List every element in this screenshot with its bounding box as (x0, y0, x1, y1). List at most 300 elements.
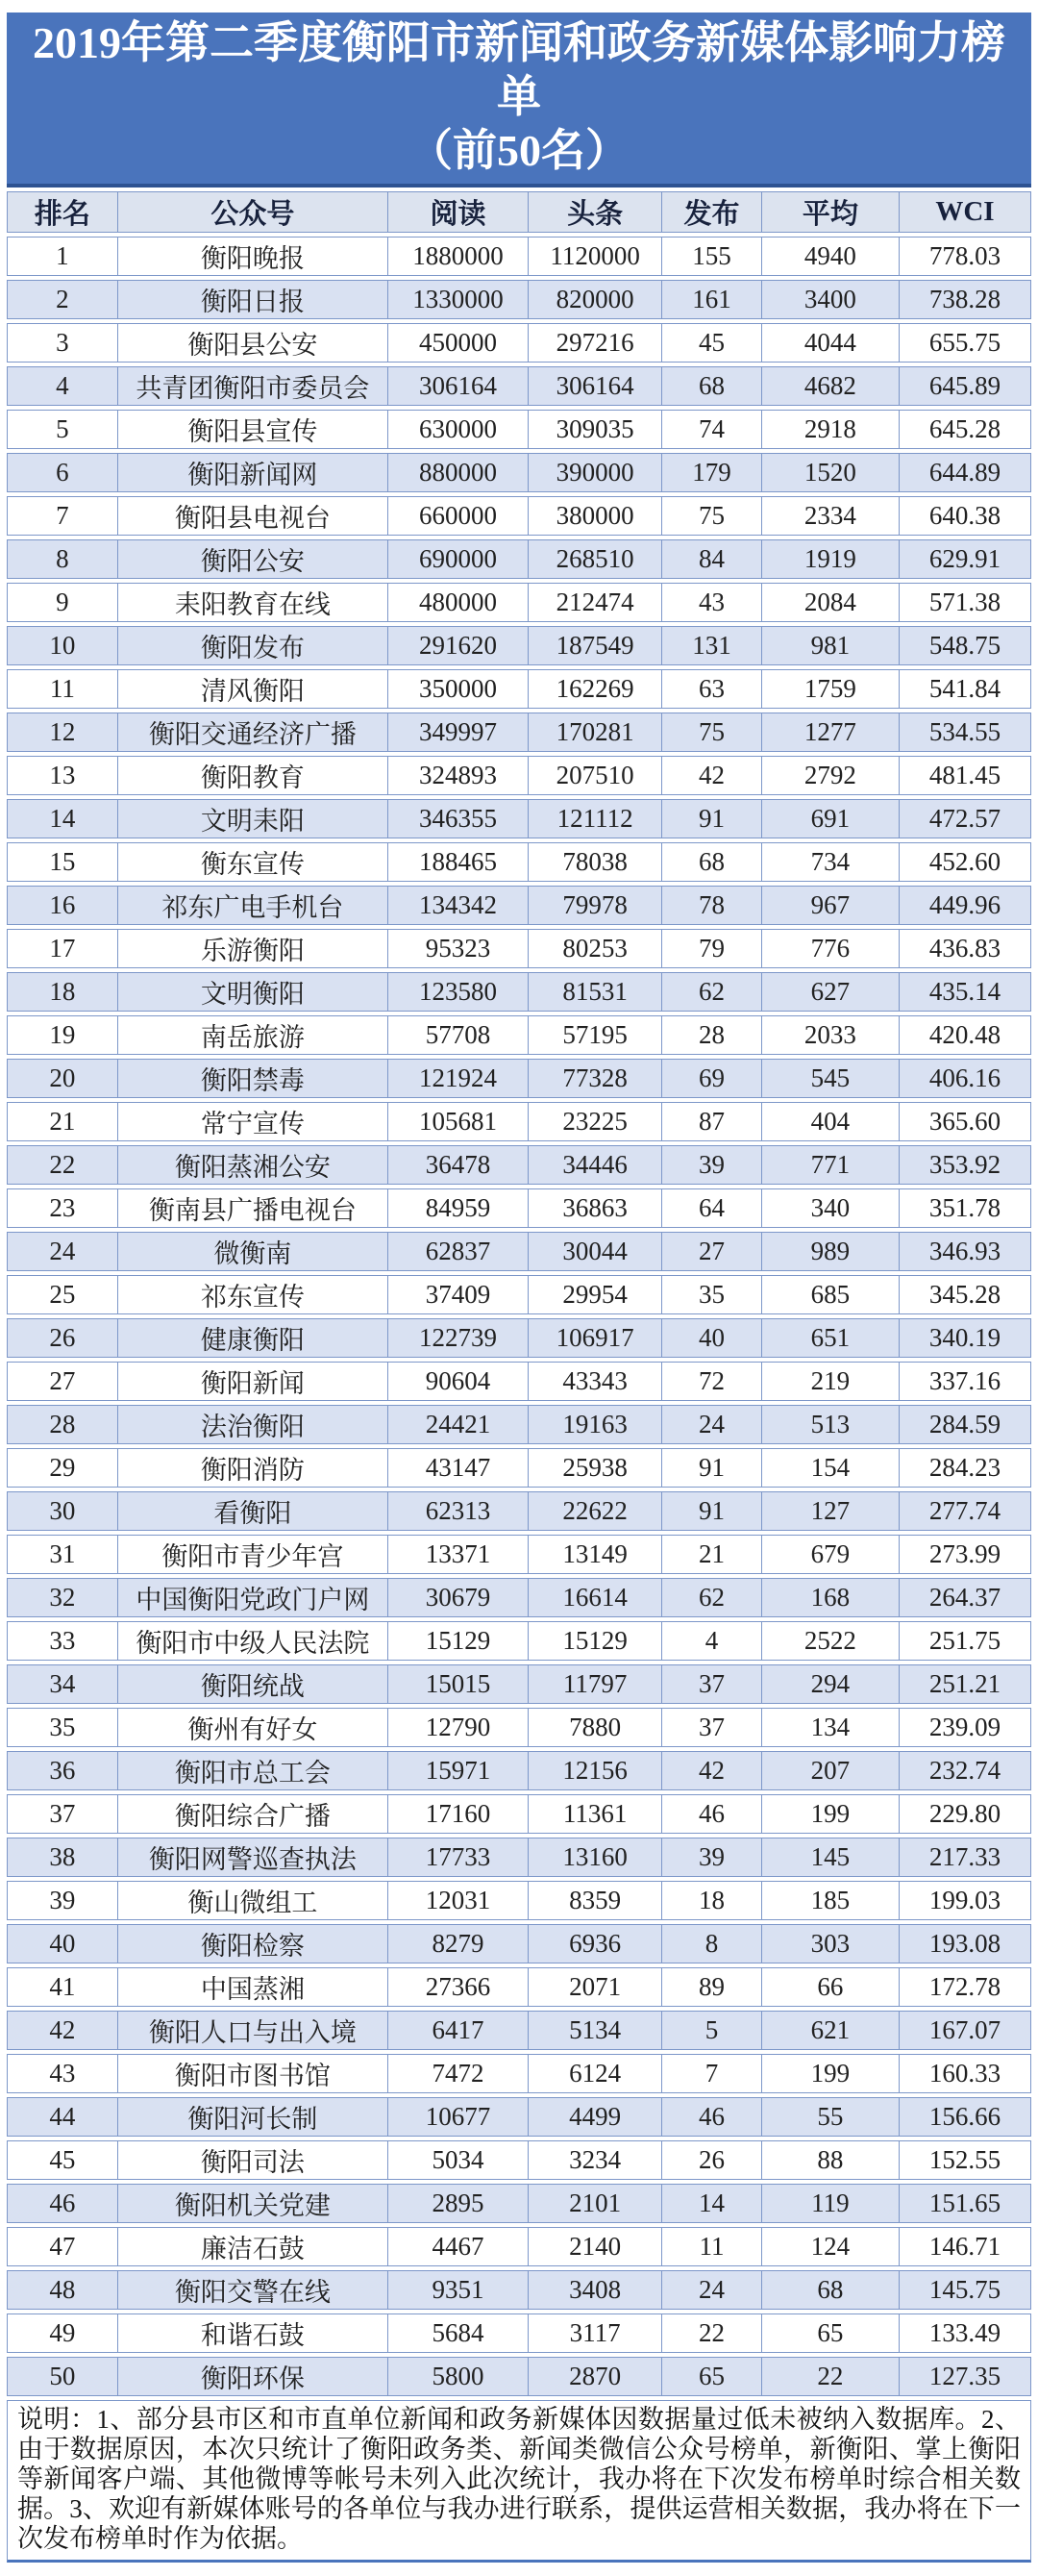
table-row (7, 2313, 1031, 2353)
wci-cell: 264.37 (899, 1578, 1031, 1617)
wci-cell: 145.75 (899, 2270, 1031, 2310)
posts-cell: 39 (661, 1838, 761, 1877)
account-cell: 微衡南 (117, 1232, 387, 1271)
page-title-scope: （前50名） (408, 126, 630, 175)
headline-cell: 30044 (528, 1232, 661, 1271)
posts-cell: 65 (661, 2357, 761, 2396)
account-cell: 衡阳蒸湘公安 (117, 1145, 387, 1185)
rank-cell: 2 (7, 280, 117, 319)
wci-cell: 406.16 (899, 1059, 1031, 1098)
table-row (7, 1318, 1031, 1358)
posts-cell: 72 (661, 1362, 761, 1401)
posts-cell: 5 (661, 2011, 761, 2050)
wci-cell: 351.78 (899, 1188, 1031, 1228)
account-cell: 衡阳网警巡查执法 (117, 1838, 387, 1877)
ranking-table (7, 188, 1031, 2400)
reads-cell: 43147 (387, 1448, 528, 1488)
wci-cell: 133.49 (899, 2313, 1031, 2353)
headline-cell: 8359 (528, 1881, 661, 1920)
rank-cell: 37 (7, 1794, 117, 1834)
table-row (7, 2227, 1031, 2266)
table-row (7, 1838, 1031, 1877)
table-row (7, 496, 1031, 536)
reads-cell: 5684 (387, 2313, 528, 2353)
reads-cell: 1880000 (387, 237, 528, 276)
posts-cell: 7 (661, 2054, 761, 2093)
posts-cell: 42 (661, 756, 761, 795)
headline-cell: 29954 (528, 1275, 661, 1314)
reads-cell: 134342 (387, 886, 528, 925)
rank-cell: 47 (7, 2227, 117, 2266)
reads-cell: 15015 (387, 1664, 528, 1704)
reads-cell: 630000 (387, 410, 528, 449)
rank-cell: 14 (7, 799, 117, 838)
table-row (7, 410, 1031, 449)
headline-cell: 25938 (528, 1448, 661, 1488)
account-cell: 衡阳市总工会 (117, 1751, 387, 1790)
rank-cell: 8 (7, 539, 117, 579)
wci-cell: 337.16 (899, 1362, 1031, 1401)
account-cell: 中国蒸湘 (117, 1967, 387, 2007)
posts-cell: 64 (661, 1188, 761, 1228)
rank-cell: 48 (7, 2270, 117, 2310)
rank-cell: 34 (7, 1664, 117, 1704)
average-cell: 199 (761, 1794, 899, 1834)
account-cell: 常宁宣传 (117, 1102, 387, 1141)
table-row (7, 972, 1031, 1012)
headline-cell: 106917 (528, 1318, 661, 1358)
wci-cell: 284.59 (899, 1405, 1031, 1444)
table-row (7, 280, 1031, 319)
rank-cell: 39 (7, 1881, 117, 1920)
account-cell: 衡阳检察 (117, 1924, 387, 1963)
average-cell: 4044 (761, 323, 899, 363)
average-cell: 2084 (761, 583, 899, 622)
headline-cell: 81531 (528, 972, 661, 1012)
wci-cell: 365.60 (899, 1102, 1031, 1141)
average-cell: 145 (761, 1838, 899, 1877)
average-cell: 2522 (761, 1621, 899, 1661)
wci-cell: 251.75 (899, 1621, 1031, 1661)
reads-cell: 349997 (387, 713, 528, 752)
average-cell: 4682 (761, 366, 899, 406)
headline-cell: 6936 (528, 1924, 661, 1963)
headline-cell: 297216 (528, 323, 661, 363)
average-cell: 651 (761, 1318, 899, 1358)
wci-cell: 167.07 (899, 2011, 1031, 2050)
account-cell: 衡山微组工 (117, 1881, 387, 1920)
average-cell: 1759 (761, 669, 899, 709)
rank-cell: 49 (7, 2313, 117, 2353)
average-cell: 679 (761, 1535, 899, 1574)
table-row (7, 1751, 1031, 1790)
average-cell: 22 (761, 2357, 899, 2396)
table-row (7, 799, 1031, 838)
headline-cell: 2140 (528, 2227, 661, 2266)
account-cell: 衡阳发布 (117, 626, 387, 665)
average-cell: 303 (761, 1924, 899, 1963)
reads-cell: 30679 (387, 1578, 528, 1617)
posts-cell: 26 (661, 2140, 761, 2180)
wci-cell: 472.57 (899, 799, 1031, 838)
account-cell: 乐游衡阳 (117, 929, 387, 968)
average-cell: 776 (761, 929, 899, 968)
rank-cell: 42 (7, 2011, 117, 2050)
header-rank: 排名 (7, 191, 117, 233)
account-cell: 衡阳市青少年宫 (117, 1535, 387, 1574)
table-row (7, 1102, 1031, 1141)
reads-cell: 84959 (387, 1188, 528, 1228)
average-cell: 1520 (761, 453, 899, 492)
table-row (7, 1275, 1031, 1314)
reads-cell: 37409 (387, 1275, 528, 1314)
posts-cell: 39 (661, 1145, 761, 1185)
average-cell: 65 (761, 2313, 899, 2353)
rank-cell: 45 (7, 2140, 117, 2180)
posts-cell: 46 (661, 2097, 761, 2137)
reads-cell: 13371 (387, 1535, 528, 1574)
rank-cell: 10 (7, 626, 117, 665)
rank-cell: 43 (7, 2054, 117, 2093)
wci-cell: 346.93 (899, 1232, 1031, 1271)
rank-cell: 44 (7, 2097, 117, 2137)
account-cell: 衡东宣传 (117, 842, 387, 882)
headline-cell: 5134 (528, 2011, 661, 2050)
reads-cell: 8279 (387, 1924, 528, 1963)
account-cell: 衡阳县电视台 (117, 496, 387, 536)
average-cell: 119 (761, 2184, 899, 2223)
table-row (7, 2097, 1031, 2137)
posts-cell: 91 (661, 799, 761, 838)
table-row (7, 1578, 1031, 1617)
account-cell: 文明衡阳 (117, 972, 387, 1012)
average-cell: 340 (761, 1188, 899, 1228)
account-cell: 文明耒阳 (117, 799, 387, 838)
posts-cell: 69 (661, 1059, 761, 1098)
headline-cell: 162269 (528, 669, 661, 709)
rank-cell: 9 (7, 583, 117, 622)
account-cell: 衡州有好女 (117, 1708, 387, 1747)
wci-cell: 645.89 (899, 366, 1031, 406)
reads-cell: 690000 (387, 539, 528, 579)
reads-cell: 36478 (387, 1145, 528, 1185)
rank-cell: 35 (7, 1708, 117, 1747)
rank-cell: 5 (7, 410, 117, 449)
account-cell: 衡阳司法 (117, 2140, 387, 2180)
table-row (7, 366, 1031, 406)
posts-cell: 8 (661, 1924, 761, 1963)
wci-cell: 193.08 (899, 1924, 1031, 1963)
headline-cell: 15129 (528, 1621, 661, 1661)
table-row (7, 1188, 1031, 1228)
posts-cell: 4 (661, 1621, 761, 1661)
headline-cell: 3234 (528, 2140, 661, 2180)
header-average: 平均 (761, 191, 899, 233)
table-row (7, 1967, 1031, 2007)
account-cell: 祁东广电手机台 (117, 886, 387, 925)
wci-cell: 151.65 (899, 2184, 1031, 2223)
rank-cell: 40 (7, 1924, 117, 1963)
posts-cell: 155 (661, 237, 761, 276)
rank-cell: 6 (7, 453, 117, 492)
headline-cell: 4499 (528, 2097, 661, 2137)
wci-cell: 541.84 (899, 669, 1031, 709)
header-headline: 头条 (528, 191, 661, 233)
table-row (7, 842, 1031, 882)
posts-cell: 131 (661, 626, 761, 665)
average-cell: 981 (761, 626, 899, 665)
wci-cell: 277.74 (899, 1491, 1031, 1531)
average-cell: 627 (761, 972, 899, 1012)
rank-cell: 16 (7, 886, 117, 925)
account-cell: 南岳旅游 (117, 1015, 387, 1055)
table-row (7, 583, 1031, 622)
headline-cell: 390000 (528, 453, 661, 492)
average-cell: 207 (761, 1751, 899, 1790)
table-row (7, 2011, 1031, 2050)
account-cell: 清风衡阳 (117, 669, 387, 709)
headline-cell: 77328 (528, 1059, 661, 1098)
account-cell: 衡阳环保 (117, 2357, 387, 2396)
rank-cell: 15 (7, 842, 117, 882)
posts-cell: 62 (661, 1578, 761, 1617)
table-row (7, 453, 1031, 492)
average-cell: 219 (761, 1362, 899, 1401)
average-cell: 88 (761, 2140, 899, 2180)
table-row (7, 713, 1031, 752)
wci-cell: 452.60 (899, 842, 1031, 882)
header-posts: 发布 (661, 191, 761, 233)
posts-cell: 42 (661, 1751, 761, 1790)
account-cell: 法治衡阳 (117, 1405, 387, 1444)
reads-cell: 5034 (387, 2140, 528, 2180)
rank-cell: 3 (7, 323, 117, 363)
wci-cell: 127.35 (899, 2357, 1031, 2396)
posts-cell: 62 (661, 972, 761, 1012)
posts-cell: 89 (661, 1967, 761, 2007)
average-cell: 185 (761, 1881, 899, 1920)
wci-cell: 160.33 (899, 2054, 1031, 2093)
wci-cell: 738.28 (899, 280, 1031, 319)
reads-cell: 4467 (387, 2227, 528, 2266)
reads-cell: 188465 (387, 842, 528, 882)
posts-cell: 91 (661, 1491, 761, 1531)
wci-cell: 152.55 (899, 2140, 1031, 2180)
rank-cell: 20 (7, 1059, 117, 1098)
rank-cell: 22 (7, 1145, 117, 1185)
posts-cell: 84 (661, 539, 761, 579)
average-cell: 2033 (761, 1015, 899, 1055)
posts-cell: 14 (661, 2184, 761, 2223)
table-row (7, 929, 1031, 968)
account-cell: 衡阳交通经济广播 (117, 713, 387, 752)
reads-cell: 15129 (387, 1621, 528, 1661)
reads-cell: 62837 (387, 1232, 528, 1271)
table-row (7, 2184, 1031, 2223)
reads-cell: 660000 (387, 496, 528, 536)
rank-cell: 11 (7, 669, 117, 709)
account-cell: 共青团衡阳市委员会 (117, 366, 387, 406)
average-cell: 66 (761, 1967, 899, 2007)
table-body (7, 237, 1031, 2396)
posts-cell: 11 (661, 2227, 761, 2266)
rank-cell: 13 (7, 756, 117, 795)
account-cell: 衡阳晚报 (117, 237, 387, 276)
reads-cell: 105681 (387, 1102, 528, 1141)
average-cell: 513 (761, 1405, 899, 1444)
average-cell: 154 (761, 1448, 899, 1488)
wci-cell: 436.83 (899, 929, 1031, 968)
wci-cell: 778.03 (899, 237, 1031, 276)
table-row (7, 886, 1031, 925)
table-row (7, 1881, 1031, 1920)
reads-cell: 90604 (387, 1362, 528, 1401)
headline-cell: 2101 (528, 2184, 661, 2223)
header-account: 公众号 (117, 191, 387, 233)
headline-cell: 22622 (528, 1491, 661, 1531)
average-cell: 545 (761, 1059, 899, 1098)
posts-cell: 28 (661, 1015, 761, 1055)
posts-cell: 74 (661, 410, 761, 449)
rank-cell: 23 (7, 1188, 117, 1228)
wci-cell: 449.96 (899, 886, 1031, 925)
rank-cell: 17 (7, 929, 117, 968)
table-row (7, 323, 1031, 363)
headline-cell: 212474 (528, 583, 661, 622)
wci-cell: 534.55 (899, 713, 1031, 752)
average-cell: 294 (761, 1664, 899, 1704)
wci-cell: 353.92 (899, 1145, 1031, 1185)
average-cell: 967 (761, 886, 899, 925)
headline-cell: 13160 (528, 1838, 661, 1877)
posts-cell: 18 (661, 1881, 761, 1920)
headline-cell: 13149 (528, 1535, 661, 1574)
headline-cell: 43343 (528, 1362, 661, 1401)
posts-cell: 78 (661, 886, 761, 925)
table-row (7, 756, 1031, 795)
posts-cell: 75 (661, 713, 761, 752)
wci-cell: 420.48 (899, 1015, 1031, 1055)
reads-cell: 17160 (387, 1794, 528, 1834)
reads-cell: 9351 (387, 2270, 528, 2310)
account-cell: 衡阳交警在线 (117, 2270, 387, 2310)
reads-cell: 6417 (387, 2011, 528, 2050)
reads-cell: 15971 (387, 1751, 528, 1790)
account-cell: 衡阳统战 (117, 1664, 387, 1704)
average-cell: 1919 (761, 539, 899, 579)
headline-cell: 11361 (528, 1794, 661, 1834)
average-cell: 685 (761, 1275, 899, 1314)
headline-cell: 820000 (528, 280, 661, 319)
page-title: 2019年第二季度衡阳市新闻和政务新媒体影响力榜单 (33, 18, 1005, 121)
headline-cell: 11797 (528, 1664, 661, 1704)
rank-cell: 33 (7, 1621, 117, 1661)
wci-cell: 199.03 (899, 1881, 1031, 1920)
reads-cell: 7472 (387, 2054, 528, 2093)
account-cell: 祁东宣传 (117, 1275, 387, 1314)
headline-cell: 6124 (528, 2054, 661, 2093)
wci-cell: 251.21 (899, 1664, 1031, 1704)
table-row (7, 1145, 1031, 1185)
table-row (7, 626, 1031, 665)
account-cell: 衡阳公安 (117, 539, 387, 579)
posts-cell: 22 (661, 2313, 761, 2353)
average-cell: 404 (761, 1102, 899, 1141)
headline-cell: 36863 (528, 1188, 661, 1228)
account-cell: 衡阳县宣传 (117, 410, 387, 449)
reads-cell: 95323 (387, 929, 528, 968)
table-row (7, 1405, 1031, 1444)
average-cell: 621 (761, 2011, 899, 2050)
table-row (7, 2270, 1031, 2310)
table-row (7, 1924, 1031, 1963)
reads-cell: 17733 (387, 1838, 528, 1877)
table-row (7, 1794, 1031, 1834)
reads-cell: 880000 (387, 453, 528, 492)
table-row (7, 1362, 1031, 1401)
headline-cell: 3408 (528, 2270, 661, 2310)
headline-cell: 19163 (528, 1405, 661, 1444)
average-cell: 55 (761, 2097, 899, 2137)
reads-cell: 291620 (387, 626, 528, 665)
table-row (7, 1535, 1031, 1574)
wci-cell: 571.38 (899, 583, 1031, 622)
wci-cell: 146.71 (899, 2227, 1031, 2266)
average-cell: 134 (761, 1708, 899, 1747)
posts-cell: 161 (661, 280, 761, 319)
wci-cell: 172.78 (899, 1967, 1031, 2007)
rank-cell: 28 (7, 1405, 117, 1444)
account-cell: 衡阳人口与出入境 (117, 2011, 387, 2050)
rank-cell: 19 (7, 1015, 117, 1055)
rank-cell: 46 (7, 2184, 117, 2223)
table-row (7, 1664, 1031, 1704)
rank-cell: 21 (7, 1102, 117, 1141)
average-cell: 199 (761, 2054, 899, 2093)
rank-cell: 24 (7, 1232, 117, 1271)
posts-cell: 68 (661, 366, 761, 406)
wci-cell: 645.28 (899, 410, 1031, 449)
rank-cell: 18 (7, 972, 117, 1012)
average-cell: 124 (761, 2227, 899, 2266)
wci-cell: 481.45 (899, 756, 1031, 795)
rank-cell: 1 (7, 237, 117, 276)
reads-cell: 62313 (387, 1491, 528, 1531)
posts-cell: 63 (661, 669, 761, 709)
wci-cell: 232.74 (899, 1751, 1031, 1790)
account-cell: 廉洁石鼓 (117, 2227, 387, 2266)
posts-cell: 40 (661, 1318, 761, 1358)
reads-cell: 12031 (387, 1881, 528, 1920)
average-cell: 3400 (761, 280, 899, 319)
account-cell: 衡阳新闻 (117, 1362, 387, 1401)
posts-cell: 45 (661, 323, 761, 363)
reads-cell: 122739 (387, 1318, 528, 1358)
headline-cell: 380000 (528, 496, 661, 536)
headline-cell: 170281 (528, 713, 661, 752)
account-cell: 衡阳河长制 (117, 2097, 387, 2137)
posts-cell: 37 (661, 1664, 761, 1704)
table-row (7, 237, 1031, 276)
rank-cell: 50 (7, 2357, 117, 2396)
rank-cell: 26 (7, 1318, 117, 1358)
footnote: 说明：1、部分县市区和市直单位新闻和政务新媒体因数据量过低未被纳入数据库。2、由于数据原因，本次只统计了衡阳政务类、新闻类微信公众号榜单，新衡阳、掌上衡阳等新闻客户端、其他微博等帐号未列入此次统计，我办将在下次发布榜单时综合相关数据。3、欢迎有新媒体账号的各单位与我办进行联系，提供运营相关数据，我办将在下一次发布榜单时作为依据。 (7, 2400, 1031, 2563)
headline-cell: 2870 (528, 2357, 661, 2396)
wci-cell: 435.14 (899, 972, 1031, 1012)
reads-cell: 350000 (387, 669, 528, 709)
account-cell: 衡阳县公安 (117, 323, 387, 363)
posts-cell: 37 (661, 1708, 761, 1747)
